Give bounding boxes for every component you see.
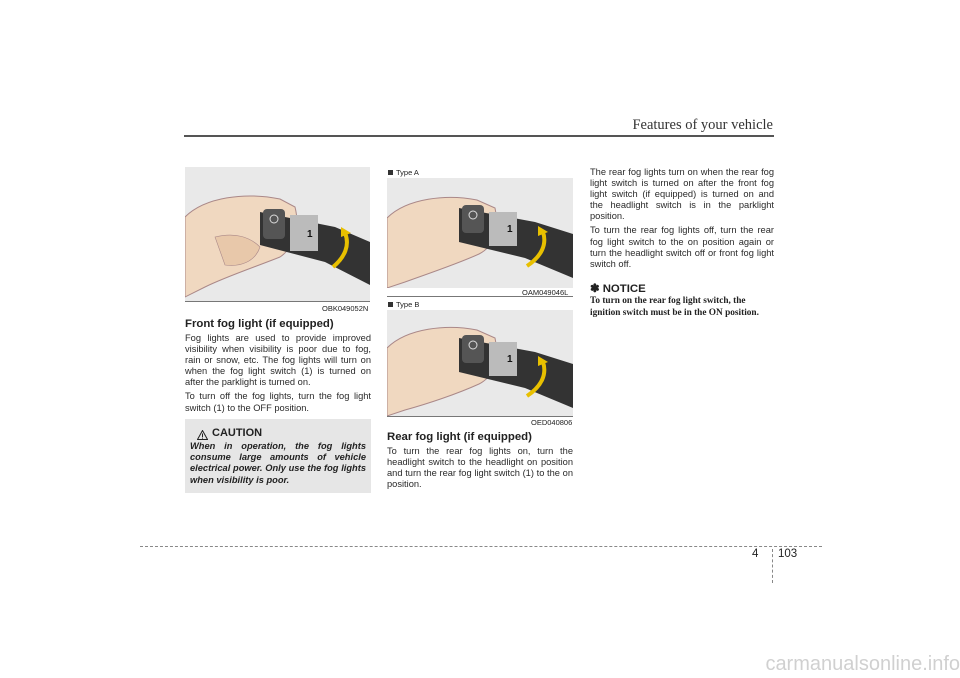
switch-number-label: 1 — [307, 229, 313, 240]
rear-fog-text — [387, 446, 573, 493]
footer-rule — [140, 546, 822, 547]
figure-rule-b — [387, 416, 573, 417]
type-a-text: Type A — [396, 168, 419, 177]
rear-fog-paragraph: To turn the rear fog lights on, turn the headlight switch to the headlight on position and turn the rear fog light switch (1) to the on position. — [387, 446, 573, 490]
rear-fog-operation-paragraph-2: To turn the rear fog lights off, turn the rear fog light switch to the on position again or turn the headlight switch off or front fog light switch off. — [590, 225, 774, 269]
front-fog-paragraph-2: To turn off the fog lights, turn the fog light switch (1) to the OFF position. — [185, 391, 371, 413]
header-title: Features of your vehicle — [632, 117, 773, 133]
header-rule — [184, 135, 774, 137]
caution-title: CAUTION — [212, 427, 263, 439]
front-fog-text — [185, 333, 371, 417]
rear-fog-heading: Rear fog light (if equipped) — [387, 431, 532, 443]
rear-fog-operation-paragraph-1: The rear fog lights turn on when the rear fog light switch is turned on after the front fog light switch (if equipped) is turned on and the headlight switch is in the parklight position. — [590, 167, 774, 222]
caution-box — [185, 419, 371, 493]
figure-rule-1 — [185, 301, 370, 302]
front-fog-paragraph-1: Fog lights are used to provide improved visibility when visibility is poor due to fog, rain or snow, etc. The fog lights will turn on when the fog light switch (1) is turned on after the parklight is turned on. — [185, 333, 371, 388]
hand-switch-illustration-b — [387, 310, 573, 416]
square-bullet-icon — [388, 170, 393, 175]
watermark: carmanualsonline.info — [765, 653, 960, 675]
figure-code-a: OAM049046L — [522, 288, 569, 297]
rear-fog-switch-type-a-figure — [387, 178, 573, 288]
type-a-label — [388, 168, 419, 177]
front-fog-switch-figure — [185, 167, 370, 301]
caution-text: When in operation, the fog lights consume large amounts of vehicle electrical power. Only use the fog lights when visibility is poor. — [190, 441, 366, 485]
switch-number-label-b: 1 — [507, 354, 513, 365]
footer-vertical-rule — [772, 549, 773, 583]
front-fog-heading: Front fog light (if equipped) — [185, 318, 334, 330]
chapter-number: 4 — [752, 548, 759, 560]
page-number: 103 — [778, 548, 798, 560]
rear-fog-switch-type-b-figure — [387, 310, 573, 416]
square-bullet-icon — [388, 302, 393, 307]
figure-code-b: OED040806 — [531, 418, 573, 427]
notice-title: ✽ NOTICE — [590, 283, 646, 295]
type-b-label — [388, 300, 419, 309]
rear-fog-operation-text — [590, 167, 774, 273]
hand-switch-illustration-a — [387, 178, 573, 288]
switch-number-label-a: 1 — [507, 224, 513, 235]
notice-text: To turn on the rear fog light switch, the ignition switch must be in the ON position. — [590, 296, 759, 318]
figure-code-1: OBK049052N — [322, 304, 369, 313]
type-b-text: Type B — [396, 300, 420, 309]
hand-switch-illustration — [185, 167, 370, 301]
